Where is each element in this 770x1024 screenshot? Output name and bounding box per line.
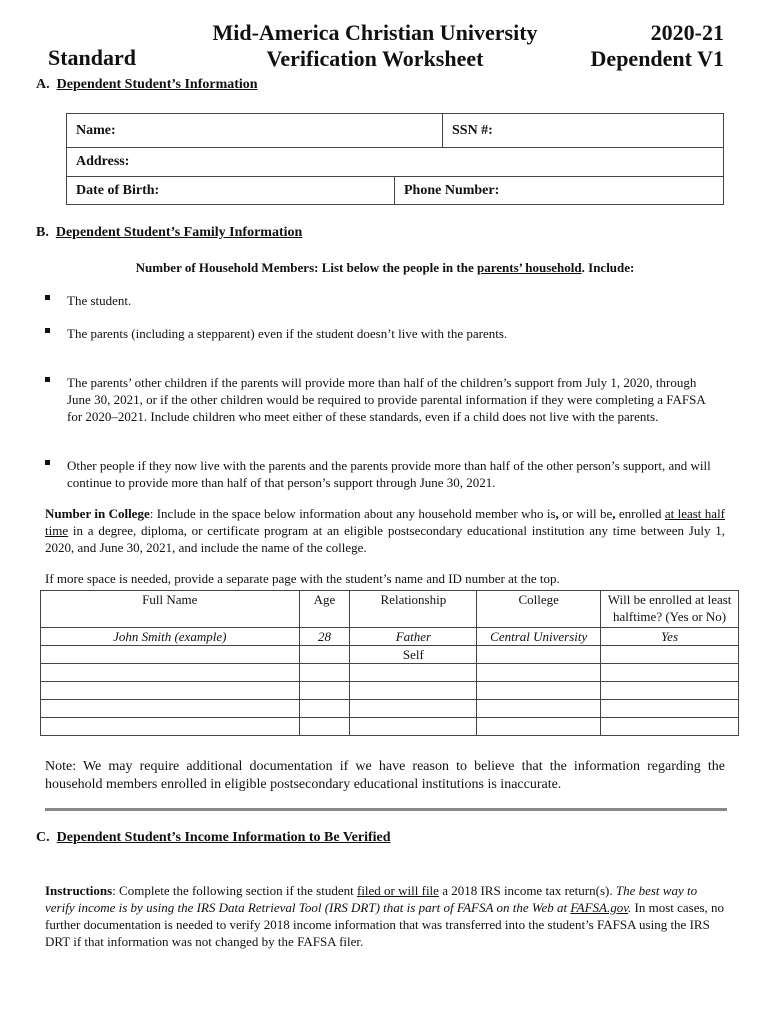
address-field[interactable] <box>67 148 723 176</box>
student-info-box <box>66 113 724 205</box>
table-header-row <box>41 591 739 628</box>
instructions-paragraph <box>45 882 725 950</box>
college-text: or will be <box>558 506 613 521</box>
cell-full-name[interactable] <box>41 682 300 700</box>
example-age: 28 <box>299 628 350 646</box>
col-full-name: Full Name <box>41 591 300 628</box>
header-title-line2: Verification Worksheet <box>266 46 484 71</box>
household-intro-underlined: parents’ household <box>477 260 582 275</box>
cell-relationship[interactable] <box>350 700 477 718</box>
example-enrolled: Yes <box>601 628 739 646</box>
cell-enrolled[interactable] <box>601 718 739 736</box>
table-row <box>41 664 739 682</box>
documentation-note: Note: We may require additional documentation if we have reason to believe that the information regarding the household members enrolled in eligible postsecondary educational institutions is inaccurate. <box>45 759 725 792</box>
household-bullet <box>45 325 713 342</box>
section-c-letter: C. <box>36 830 50 845</box>
example-relationship: Father <box>350 628 477 646</box>
ssn-label: SSN #: <box>452 122 493 138</box>
cell-relationship[interactable] <box>350 718 477 736</box>
cell-age[interactable] <box>299 646 350 664</box>
address-label: Address: <box>76 154 130 169</box>
col-college: College <box>477 591 601 628</box>
cell-college[interactable] <box>477 682 601 700</box>
example-name: John Smith (example) <box>41 628 300 646</box>
header-form-version: Dependent V1 <box>590 46 724 71</box>
household-intro-end: . Include: <box>581 260 635 275</box>
ssn-field[interactable] <box>443 114 723 147</box>
cell-age[interactable] <box>299 700 350 718</box>
space-note: If more space is needed, provide a separate page with the student’s name and ID number at the top. <box>45 571 560 586</box>
col-age: Age <box>299 591 350 628</box>
table-row <box>41 682 739 700</box>
college-text: enrolled <box>615 506 665 521</box>
dob-field[interactable] <box>67 177 395 205</box>
col-relationship: Relationship <box>350 591 477 628</box>
instructions-italic: The best way to verify income is by using the IRS Data Retrieval Tool (IRS DRT) that is part of FAFSA on the Web at <box>45 883 698 915</box>
bullet-square-icon <box>45 328 50 333</box>
cell-full-name[interactable] <box>41 700 300 718</box>
household-bullet <box>45 457 713 491</box>
name-label: Name: <box>76 122 116 138</box>
info-row-address <box>67 148 723 177</box>
name-field[interactable] <box>67 114 443 147</box>
dob-label: Date of Birth: <box>76 183 160 198</box>
cell-college[interactable] <box>477 718 601 736</box>
info-row-dob <box>67 177 723 205</box>
cell-age[interactable] <box>299 718 350 736</box>
number-in-college-label: Number in College <box>45 506 150 521</box>
header-title <box>180 20 570 72</box>
cell-relationship-self: Self <box>350 646 477 664</box>
phone-label: Phone Number: <box>404 183 500 198</box>
section-b-title: Dependent Student’s Family Information <box>55 225 303 240</box>
section-a-letter: A. <box>36 77 50 92</box>
instructions-text: a 2018 IRS income tax return(s). <box>438 883 616 898</box>
cell-relationship[interactable] <box>350 682 477 700</box>
header-year: 2020-21 <box>650 20 724 45</box>
household-intro <box>0 260 770 276</box>
college-text-sep: , <box>612 506 616 521</box>
bullet-text: Other people if they now live with the parents and the parents provide more than half of the other person’s support, and will continue to provide more than half of that person’s support through June 30, 2021. <box>67 458 711 490</box>
number-in-college-paragraph <box>45 505 725 556</box>
table-row <box>41 700 739 718</box>
cell-enrolled[interactable] <box>601 646 739 664</box>
household-bullet <box>45 374 713 425</box>
household-intro-text: Number of Household Members: List below the people in the <box>135 260 477 275</box>
college-text: : Include in the space below information about any household member who is <box>149 506 556 521</box>
bullet-square-icon <box>45 460 50 465</box>
example-college: Central University <box>477 628 601 646</box>
cell-enrolled[interactable] <box>601 700 739 718</box>
fafsa-link[interactable]: FAFSA.gov <box>570 900 629 915</box>
col-enrolled: Will be enrolled at least halftime? (Yes or No) <box>601 591 739 628</box>
college-text: in a degree, diploma, or certificate program at an eligible postsecondary educational institution any time between July 1, 2020, and June 30, 2021, and include the name of the college. <box>45 523 725 555</box>
household-table <box>40 590 739 736</box>
header-standard: Standard <box>48 45 137 70</box>
instructions-italic-end: . <box>628 900 632 915</box>
bullet-text: The student. <box>67 293 132 308</box>
cell-college[interactable] <box>477 664 601 682</box>
cell-enrolled[interactable] <box>601 682 739 700</box>
phone-field[interactable] <box>395 177 723 205</box>
instructions-underlined: filed or will file <box>356 883 439 898</box>
bullet-text: The parents (including a stepparent) even if the student doesn’t live with the parents. <box>67 326 508 341</box>
cell-college[interactable] <box>477 700 601 718</box>
bullet-text: The parents’ other children if the parents will provide more than half of the children’s support from July 1, 2020, through June 30, 2021, or if the other children would be required to provide parental information if they were completing a FAFSA for 2020–2021. Include children who meet either of these standards, even if a child does not live with the parents. <box>67 375 706 424</box>
college-text-sep: , <box>555 506 559 521</box>
cell-age[interactable] <box>299 682 350 700</box>
section-a-title: Dependent Student’s Information <box>56 77 258 92</box>
section-a-heading <box>36 77 258 93</box>
section-c-title: Dependent Student’s Income Information to Be Verified <box>56 830 391 845</box>
bullet-square-icon <box>45 295 50 300</box>
section-divider <box>45 808 727 811</box>
instructions-text: : Complete the following section if the student <box>112 883 357 898</box>
section-b-letter: B. <box>36 225 49 240</box>
info-row-name <box>67 114 723 148</box>
cell-age[interactable] <box>299 664 350 682</box>
instructions-text: In most cases, no further documentation is needed to verify 2018 income information that was transferred into the student’s FAFSA using the IRS DRT if that information was not changed by the FAFSA filer. <box>45 900 725 949</box>
table-row <box>41 646 739 664</box>
cell-relationship[interactable] <box>350 664 477 682</box>
college-text-underlined: at least half time <box>45 506 726 538</box>
table-row-example <box>41 628 739 646</box>
cell-enrolled[interactable] <box>601 664 739 682</box>
header-year-version <box>591 20 724 72</box>
bullet-square-icon <box>45 377 50 382</box>
cell-college[interactable] <box>477 646 601 664</box>
cell-full-name[interactable] <box>41 664 300 682</box>
header-title-line1: Mid-America Christian University <box>212 20 538 45</box>
cell-full-name[interactable] <box>41 646 300 664</box>
cell-full-name[interactable] <box>41 718 300 736</box>
section-b-heading <box>36 225 302 241</box>
section-c-heading <box>36 830 391 846</box>
table-row <box>41 718 739 736</box>
household-bullet <box>45 292 713 309</box>
instructions-label: Instructions <box>45 883 113 898</box>
